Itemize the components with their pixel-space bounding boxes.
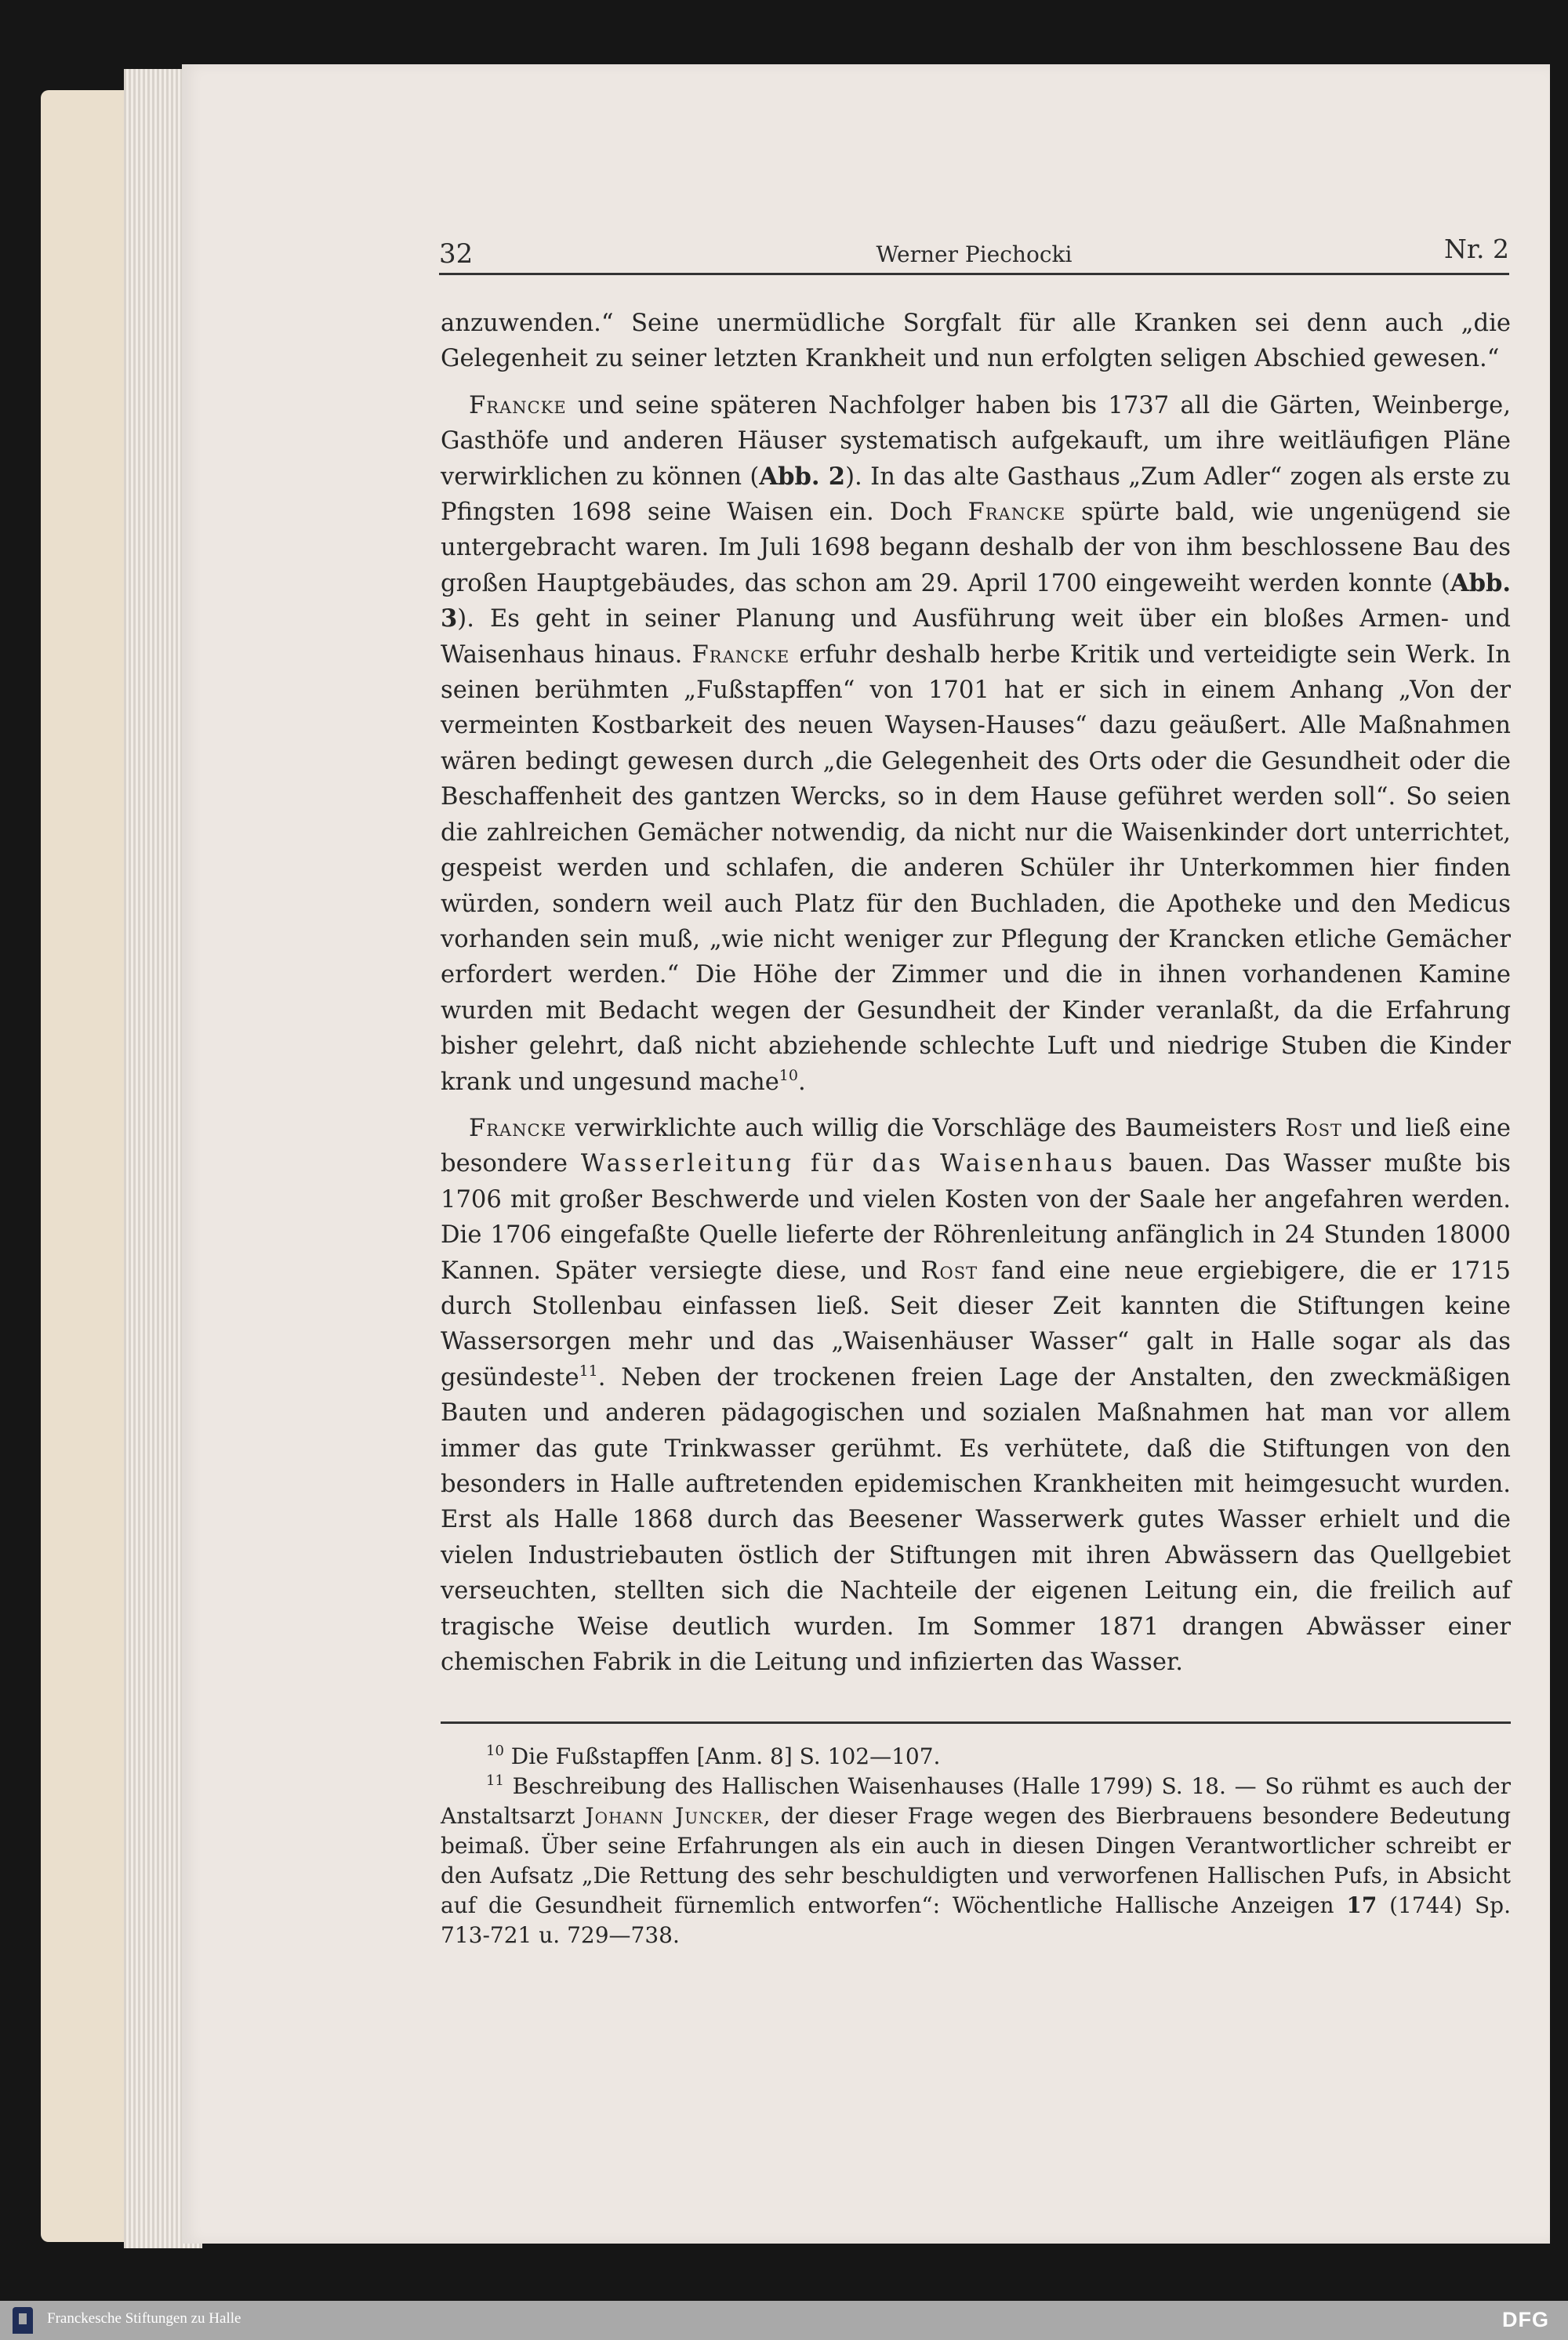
footnote-marker: 11 [579, 1362, 598, 1380]
footnote-marker: 10 [779, 1066, 798, 1084]
paragraph-2: Francke und seine späteren Nachfolger haben bis 1737 all die Gärten, Weinberge, Gasthöfe und anderen Häuser systematisch aufgekauft, um ihre weitläufigen Pläne verwirklichen zu können (Abb. 2). In das alte Gasthaus „Zum Adler“ zogen als erste zu Pfingsten 1698 seine Waisen ein. Doch Francke spürte bald, wie ungenügend sie untergebracht waren. Im Juli 1698 begann deshalb der von ihm beschlossene Bau des großen Hauptgebäudes, das schon am 29. April 1700 eingeweiht werden konnte (Abb. 3). Es geht in seiner Planung und Ausführung weit über ein bloßes Armen- und Waisenhaus hinaus. Francke erfuhr deshalb herbe Kritik und verteidigte sein Werk. In seinen berühmten „Fußstapffen“ von 1701 hat er sich in einem Anhang „Von der vermeinten Kostbarkeit des neuen Waysen-Hauses“ dazu geäußert. Alle Maßnahmen wären bedingt gewesen durch „die Gelegenheit des Orts oder die Gesundheit oder die Beschaffenheit des gantzen Wercks, so in dem Hause geführet werden soll“. So seien die zahlreichen Gemächer notwendig, da nicht nur die Waisenkinder dort unterrichtet, gespeist werden und schlafen, die anderen Schüler ihr Unterkommen hier finden würden, sondern weil auch Platz für den Buchladen, die Apotheke und den Medicus vorhanden sein muß, „wie nicht weniger zur Pflegung der Krancken etliche Gemächer erfordert werden.“ Die Höhe der Zimmer und die in ihnen vorhandenen Kamine wurden mit Bedacht wegen der Gesundheit der Kinder veranlaßt, da die Erfahrung bisher gelehrt, daß nicht abziehende schlechte Luft und niedrige Stuben die Kinder krank und ungesund mache$^{10}$. [441, 391, 1511, 1096]
viewer-footer-bar [0, 2301, 1568, 2340]
footnotes [441, 1742, 1511, 1950]
paragraph-3: Francke verwirklichte auch willig die Vorschläge des Baumeisters Rost und ließ eine besondere Wasserleitung für das Waisenhaus bauen. Das Wasser mußte bis 1706 mit großer Beschwerde und vielen Kosten von der Saale her angefahren werden. Die 1706 eingefaßte Quelle lieferte der Röhrenleitung anfänglich in 24 Stunden 18000 Kannen. Später versiegte diese, und Rost fand eine neue ergiebigere, die er 1715 durch Stollenbau einfassen ließ. Seit dieser Zeit kannten die Stiftungen keine Wassersorgen mehr und das „Waisenhäuser Wasser“ galt in Halle sogar als das gesündeste$^{11}$. Neben der trockenen freien Lage der Anstalten, den zweckmäßigen Bauten und anderen pädagogischen und sozialen Maßnahmen hat man vor allem immer das gute Trinkwasser gerühmt. Es verhütete, daß die Stiftungen von den besonders in Halle auftretenden epidemischen Krankheiten mit heimgesucht wurden. Erst als Halle 1868 durch das Beesener Wasserwerk gutes Wasser erhielt und die vielen Industriebauten östlich der Stiftungen mit ihren Abwässern das Quellgebiet verseuchten, stellten sich die Nachteile der eigenen Leitung ein, die freilich auf tragische Weise deutlich wurden. Im Sommer 1871 drangen Abwässer einer chemischen Fabrik in die Leitung und infizierten das Wasser. [441, 1114, 1512, 1677]
paragraph-1: anzuwenden.“ Seine unermüdliche Sorgfalt für alle Kranken sei denn auch „die Gelegenheit zu seiner letzten Krankheit und nun erfolgten seligen Abschied gewesen.“ [441, 310, 1511, 373]
person-name: Johann Juncker [585, 1803, 764, 1829]
person-name: Francke [469, 1114, 567, 1142]
author-name: Werner Piechocki [876, 241, 1073, 267]
person-name: Francke [469, 391, 567, 419]
institution-name: Franckesche Stiftungen zu Halle [47, 2310, 241, 2327]
issue-number: Nr. 2 [1444, 234, 1509, 264]
figure-reference: Abb. 3 [441, 568, 1511, 633]
emphasized-phrase: Wasserleitung für das Waisenhaus [580, 1150, 1116, 1178]
institution-logo-icon [13, 2307, 33, 2334]
person-name: Francke [967, 499, 1066, 527]
person-name: Rost [1285, 1114, 1343, 1142]
footnote-10: $^{10}$ Die Fußstapffen [Anm. 8] S. 102—107. [486, 1743, 941, 1769]
dfg-logo: DFG [1502, 2308, 1549, 2331]
footnote-divider [441, 1721, 1511, 1724]
person-name: Francke [691, 640, 790, 669]
figure-reference: Abb. 2 [759, 462, 846, 491]
footnote-11: $^{11}$ Beschreibung des Hallischen Waisenhauses (Halle 1799) S. 18. — So rühmt es auch der Anstaltsarzt Johann Juncker, der dieser Frage wegen des Bierbrauens besondere Bedeutung beimaß. Über seine Erfahrungen als ein auch in diesen Dingen Verantwortlicher schreibt er den Aufsatz „Die Rettung des sehr beschuldigten und verworfenen Hallischen Pufs, in Absicht auf die Gesundheit fürnemlich entworfen“: Wöchentliche Hallische Anzeigen 17 (1744) Sp. 713-721 u. 729—738. [441, 1772, 1511, 1948]
page-number: 32 [439, 238, 474, 270]
body-text [441, 306, 1511, 1691]
person-name: Rost [920, 1257, 978, 1285]
running-head [439, 234, 1509, 275]
